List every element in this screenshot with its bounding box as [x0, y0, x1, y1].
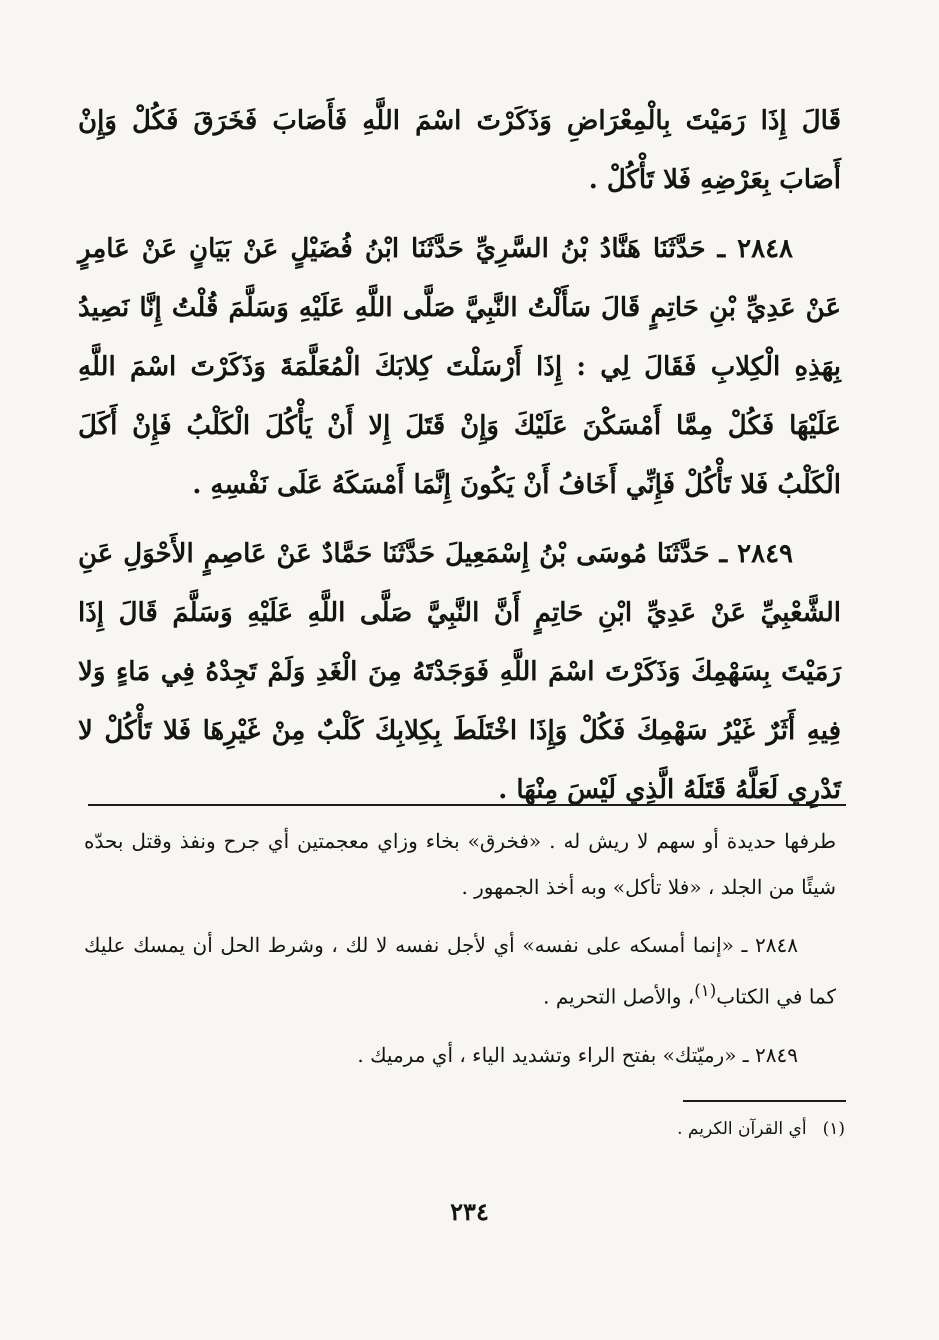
footnote-divider [683, 1100, 846, 1102]
commentary-2848 [84, 922, 836, 1020]
hadith-continuation: قَالَ إِذَا رَمَيْتَ بِالْمِعْرَاضِ وَذَكَرْتَ اسْمَ اللَّهِ فَأَصَابَ فَخَرَقَ فَكُلْ وَإِنْ أَصَابَ بِعَرْضِهِ فَلا تَأْكُلْ . [78, 106, 841, 195]
commentary-2849: ٢٨٤٩ ـ «رميّتك» بفتح الراء وتشديد الياء ، أي مرميك . [357, 1042, 798, 1067]
commentary-block [84, 818, 836, 1090]
footnote-text: أي القرآن الكريم . [677, 1119, 807, 1139]
hadith-2849: ٢٨٤٩ ـ حَدَّثَنَا مُوسَى بْنُ إِسْمَعِيلَ حَدَّثَنَا حَمَّادٌ عَنْ عَاصِمٍ الأَحْوَلِ عَنِ الشَّعْبِيِّ عَنْ عَدِيِّ ابْنِ حَاتِمٍ أَنَّ النَّبِيَّ صَلَّى اللَّهِ عَلَيْهِ وَسَلَّمَ قَالَ إِذَا رَمَيْتَ بِسَهْمِكَ وَذَكَرْتَ اسْمَ اللَّهِ فَوَجَدْتَهُ مِنَ الْغَدِ وَلَمْ تَجِدْهُ فِي مَاءٍ وَلا فِيهِ أَثَرٌ غَيْرُ سَهْمِكَ فَكُلْ وَإِذَا اخْتَلَطَ بِكِلابِكَ كَلْبٌ مِنْ غَيْرِهَا فَلا تَأْكُلْ لا تَدْرِي لَعَلَّهُ قَتَلَهُ الَّذِي لَيْسَ مِنْهَا . [78, 539, 841, 805]
page-number: ٢٣٤ [450, 1197, 489, 1226]
commentary-continuation: طرفها حديدة أو سهم لا ريش له . «فخرق» بخاء وزاي معجمتين أي جرح ونفذ وقتل بحدّه شيئًا من الجلد ، «فلا تأكل» وبه أخذ الجمهور . [84, 829, 836, 899]
commentary-2848-text-end: ، والأصل التحريم . [543, 984, 695, 1009]
footnote-reference: (١) [694, 981, 717, 1000]
commentary-divider [88, 804, 846, 806]
footnote [677, 1114, 845, 1144]
hadith-text-block [78, 92, 841, 830]
commentary-2848-text: ٢٨٤٨ ـ «إنما أمسكه على نفسه» أي لأجل نفسه لا لك ، وشرط الحل أن يمسك عليك كما في الكتاب [84, 933, 836, 1009]
hadith-2848: ٢٨٤٨ ـ حَدَّثَنَا هَنَّادُ بْنُ السَّرِيِّ حَدَّثَنَا ابْنُ فُضَيْلٍ عَنْ بَيَانٍ عَنْ عَامِرٍ عَنْ عَدِيِّ بْنِ حَاتِمٍ قَالَ سَأَلْتُ النَّبِيَّ صَلَّى اللَّهِ عَلَيْهِ وَسَلَّمَ قُلْتُ إِنَّا نَصِيدُ بِهَذِهِ الْكِلابِ فَقَالَ لِي : إِذَا أَرْسَلْتَ كِلابَكَ الْمُعَلَّمَةَ وَذَكَرْتَ اسْمَ اللَّهِ عَلَيْهَا فَكُلْ مِمَّا أَمْسَكْنَ عَلَيْكَ وَإِنْ قَتَلَ إِلا أَنْ يَأْكُلَ الْكَلْبُ فَإِنْ أَكَلَ الْكَلْبُ فَلا تَأْكُلْ فَإِنِّي أَخَافُ أَنْ يَكُونَ إِنَّمَا أَمْسَكَهُ عَلَى نَفْسِهِ . [78, 234, 841, 500]
footnote-number: (١) [822, 1119, 845, 1139]
